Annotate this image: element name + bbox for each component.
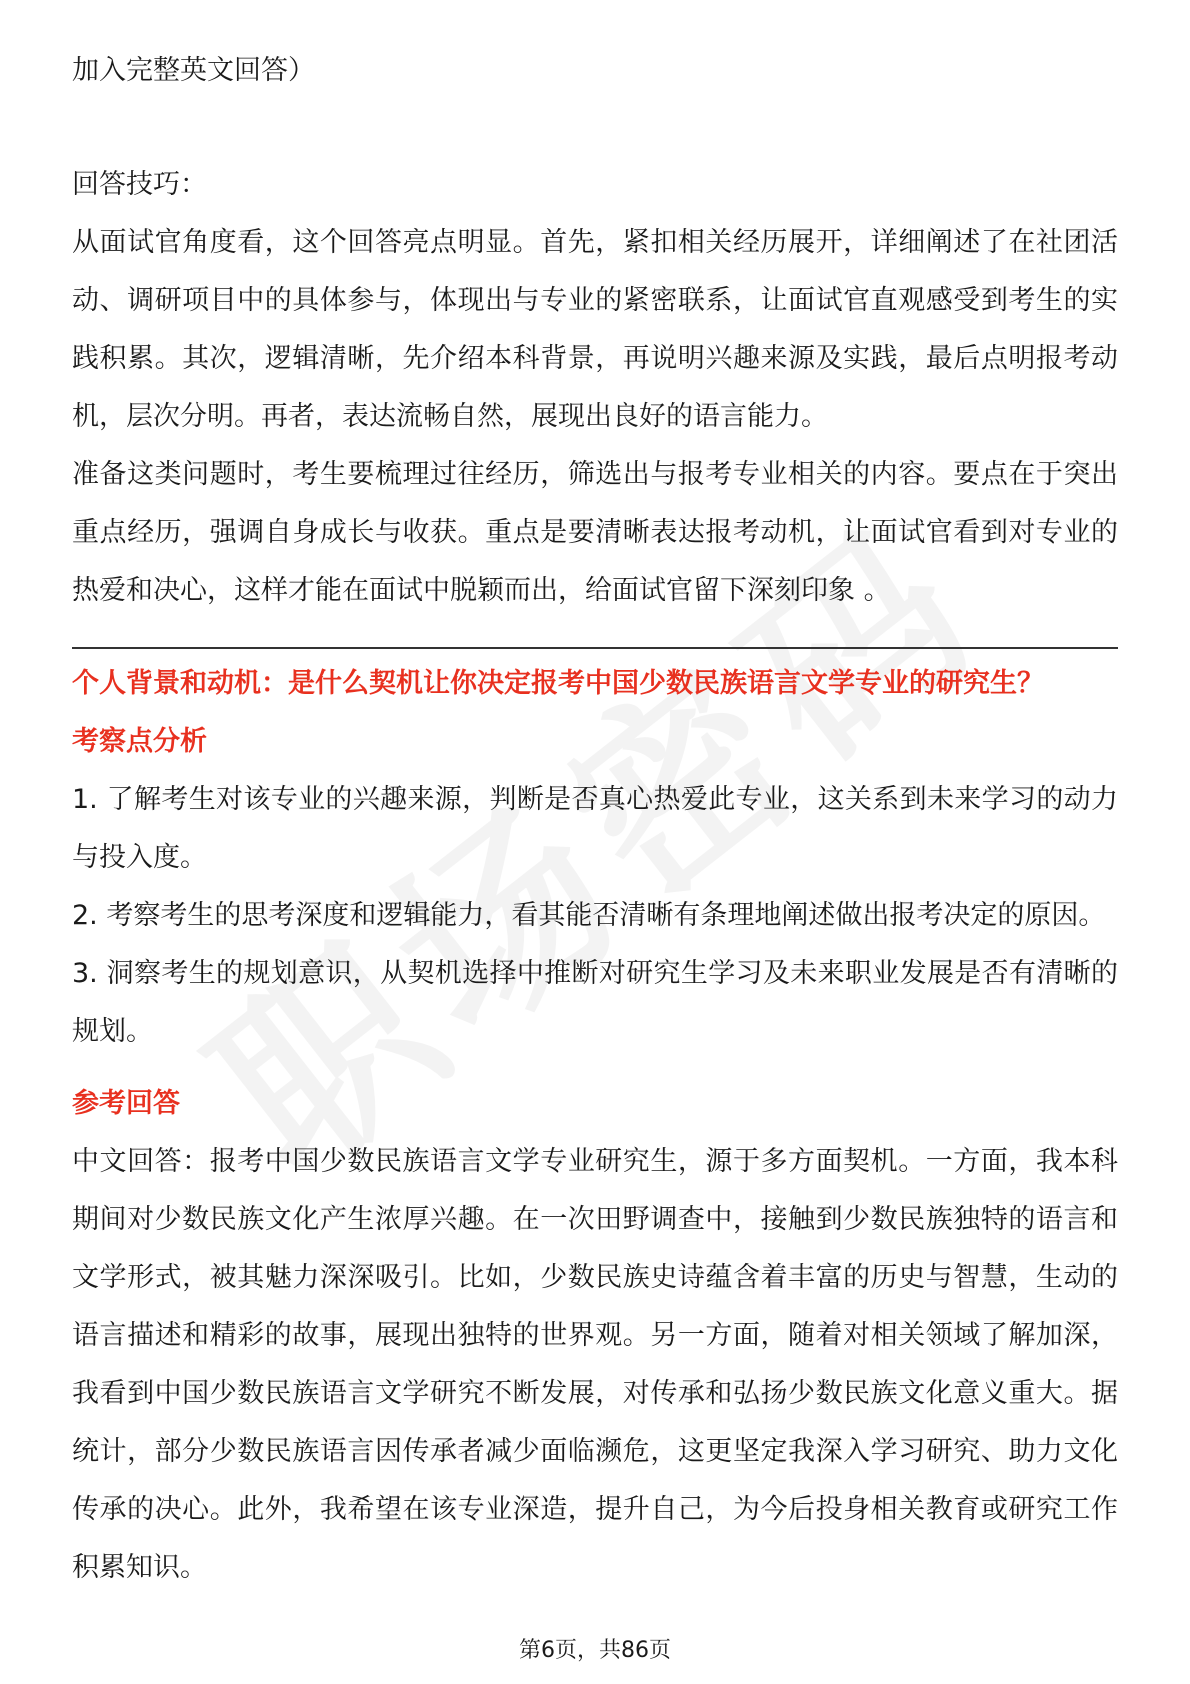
analysis-point: 1. 了解考生对该专业的兴趣来源，判断是否真心热爱此专业，这关系到未来学习的动力与投入度。 bbox=[72, 784, 1118, 873]
tips-label: 回答技巧： bbox=[72, 169, 207, 200]
analysis-point: 3. 洞察考生的规划意识，从契机选择中推断对研究生学习及未来职业发展是否有清晰的规划。 bbox=[72, 958, 1118, 1047]
section-divider bbox=[72, 647, 1118, 649]
document-page bbox=[72, 42, 1118, 1597]
page-number: 第6页，共86页 bbox=[519, 1638, 671, 1663]
tips-paragraph: 从面试官角度看，这个回答亮点明显。首先，紧扣相关经历展开，详细阐述了在社团活动、调研项目中的具体参与，体现出与专业的紧密联系，让面试官直观感受到考生的实践积累。其次，逻辑清晰，先介绍本科背景，再说明兴趣来源及实践，最后点明报考动机，层次分明。再者，表达流畅自然，展现出良好的语言能力。 bbox=[72, 227, 1118, 432]
interview-question: 个人背景和动机：是什么契机让你决定报考中国少数民族语言文学专业的研究生？ bbox=[72, 668, 1044, 699]
tips-paragraph: 准备这类问题时，考生要梳理过往经历，筛选出与报考专业相关的内容。要点在于突出重点经历，强调自身成长与收获。重点是要清晰表达报考动机，让面试官看到对专业的热爱和决心，这样才能在面试中脱颖而出，给面试官留下深刻印象 。 bbox=[72, 459, 1118, 606]
analysis-heading: 考察点分析 bbox=[72, 726, 207, 757]
analysis-point: 2. 考察考生的思考深度和逻辑能力，看其能否清晰有条理地阐述做出报考决定的原因。 bbox=[72, 900, 1106, 931]
reference-heading: 参考回答 bbox=[72, 1088, 180, 1119]
reference-answer: 中文回答：报考中国少数民族语言文学专业研究生，源于多方面契机。一方面，我本科期间对少数民族文化产生浓厚兴趣。在一次田野调查中，接触到少数民族独特的语言和文学形式，被其魅力深深吸引。比如，少数民族史诗蕴含着丰富的历史与智慧，生动的语言描述和精彩的故事，展现出独特的世界观。另一方面，随着对相关领域了解加深，我看到中国少数民族语言文学研究不断发展，对传承和弘扬少数民族文化意义重大。据统计，部分少数民族语言因传承者减少面临濒危，这更坚定我深入学习研究、助力文化传承的决心。此外，我希望在该专业深造，提升自己，为今后投身相关教育或研究工作积累知识。 bbox=[72, 1146, 1118, 1583]
continuation-text: 加入完整英文回答） bbox=[72, 55, 315, 86]
